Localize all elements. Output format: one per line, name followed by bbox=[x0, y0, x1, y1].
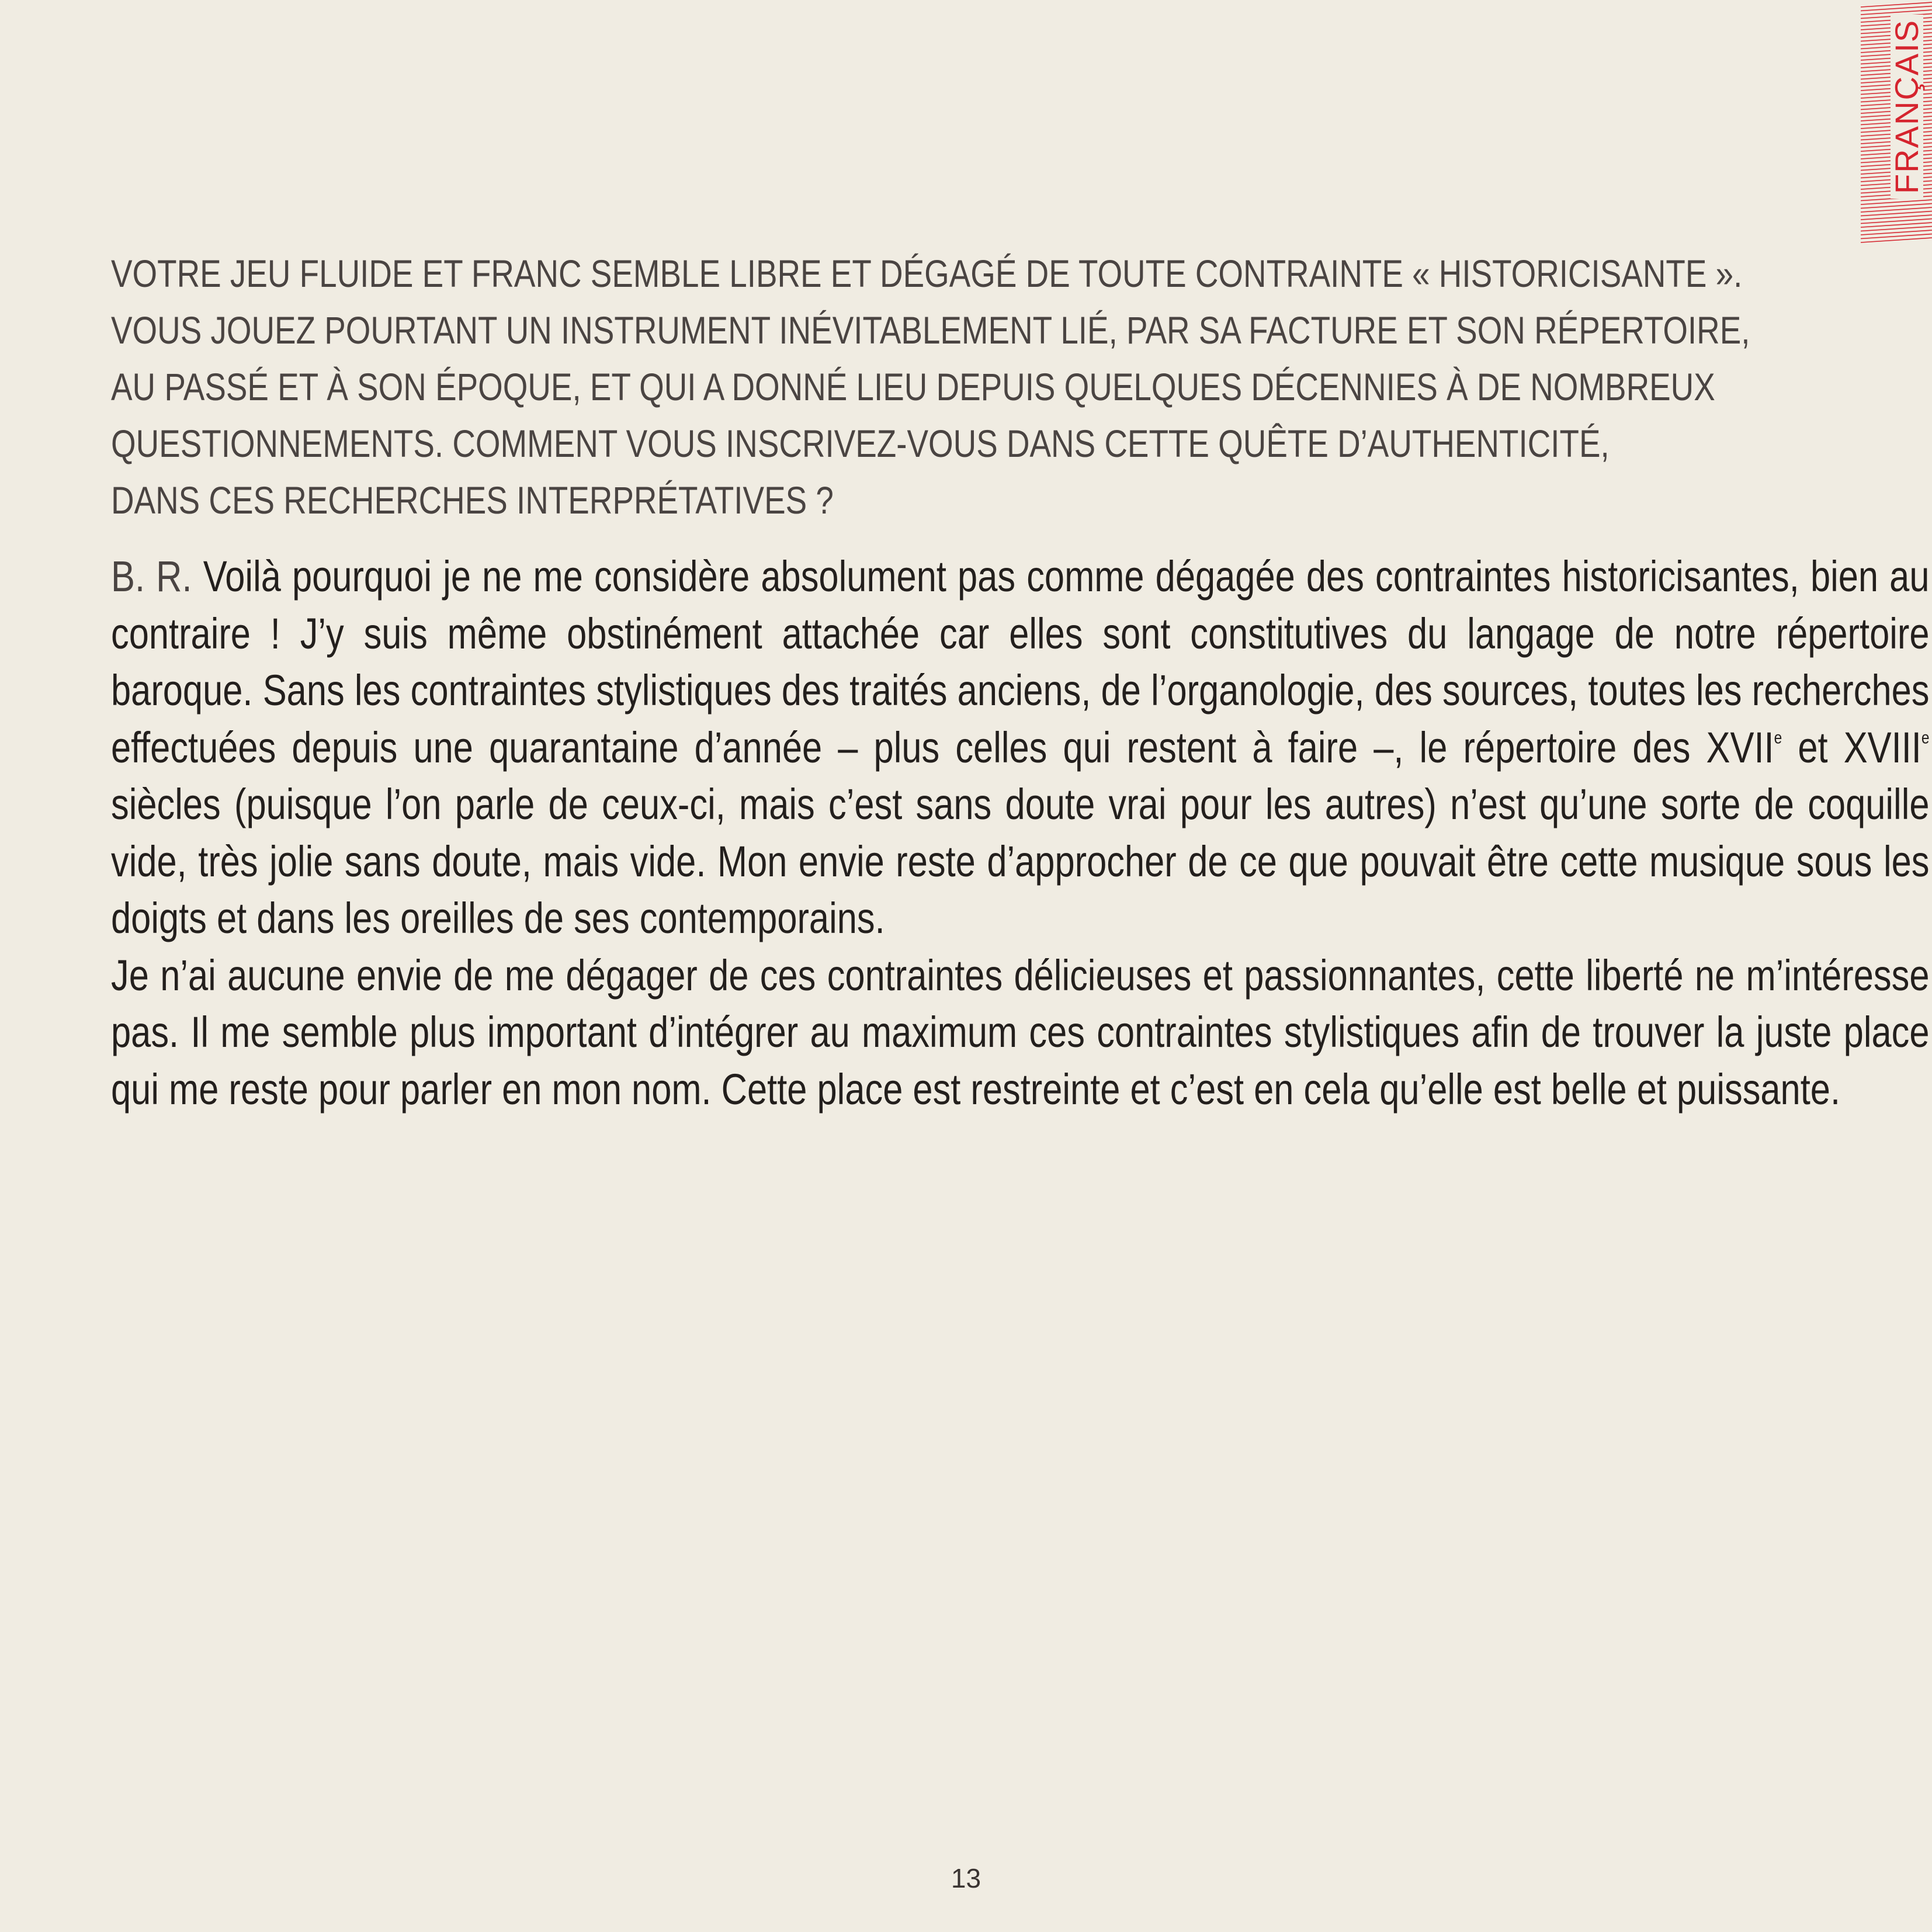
hatch-line bbox=[1861, 10, 1932, 15]
answer-text: Voilà pourquoi je ne me considère absolument pas comme dégagée des contraintes historicisantes, bien au contraire ! J’y suis même obstinément attachée car elles sont constitutives du langage de notre répertoire baroque. Sans les contraintes stylistiques des traités anciens, de l’organologie, des sources, toutes les recherches effectuées depuis une quarantaine d’année – plus celles qui restent à faire –, le répertoire des XVII bbox=[111, 552, 1930, 772]
hatch-line bbox=[1861, 227, 1932, 231]
hatch-line bbox=[1861, 230, 1932, 235]
question-line: AU PASSÉ ET À SON ÉPOQUE, ET QUI A DONNÉ LIEU DEPUIS QUELQUES DÉCENNIES À DE NOMBREUX bbox=[111, 365, 1715, 408]
hatch-line bbox=[1861, 238, 1932, 242]
question-line: QUESTIONNEMENTS. COMMENT VOUS INSCRIVEZ-VOUS DANS CETTE QUÊTE D’AUTHENTICITÉ, bbox=[111, 422, 1610, 465]
interview-answer bbox=[111, 548, 1930, 1118]
hatch-line bbox=[1861, 204, 1932, 209]
answer-paragraph-2: Je n’ai aucune envie de me dégager de ces contraintes délicieuses et passionnantes, cette liberté ne m’intéresse pas. Il me semble plus important d’intégrer au maximum ces contraintes stylistiques afin de trouver la juste place qui me reste pour parler en mon nom. Cette place est restreinte et c’est en cela qu’elle est belle et puissante. bbox=[111, 951, 1930, 1114]
superscript: e bbox=[1774, 727, 1782, 747]
answer-text: siècles (puisque l’on parle de ceux-ci, mais c’est sans doute vrai pour les autres) n’est qu’une sorte de coquille vide, très jolie sans doute, mais vide. Mon envie reste d’approcher de ce que pouvait être cette musique sous les doigts et dans les oreilles de ses contemporains. bbox=[111, 780, 1930, 942]
question-line: VOUS JOUEZ POURTANT UN INSTRUMENT INÉVITABLEMENT LIÉ, PAR SA FACTURE ET SON RÉPERTOIRE, bbox=[111, 308, 1750, 352]
answer-text: et XVIII bbox=[1782, 723, 1921, 772]
question-line: VOTRE JEU FLUIDE ET FRANC SEMBLE LIBRE ET DÉGAGÉ DE TOUTE CONTRAINTE « HISTORICISANTE ». bbox=[111, 252, 1743, 295]
page-number: 13 bbox=[951, 1863, 981, 1893]
question-line: DANS CES RECHERCHES INTERPRÉTATIVES ? bbox=[111, 478, 834, 522]
answer-paragraph-1 bbox=[111, 548, 1930, 947]
hatch-line bbox=[1861, 234, 1932, 239]
interview-question bbox=[111, 245, 1750, 529]
hatch-line bbox=[1861, 215, 1932, 220]
hatch-line bbox=[1861, 219, 1932, 224]
hatch-line bbox=[1861, 223, 1932, 227]
hatch-line bbox=[1861, 200, 1932, 204]
speaker-initials: B. R. bbox=[111, 552, 192, 601]
superscript: e bbox=[1921, 727, 1930, 747]
hatch-line bbox=[1861, 6, 1932, 11]
hatch-line bbox=[1861, 211, 1932, 216]
language-label: FRANÇAIS bbox=[1891, 15, 1923, 199]
hatch-line bbox=[1861, 207, 1932, 212]
hatch-line bbox=[1861, 2, 1932, 7]
